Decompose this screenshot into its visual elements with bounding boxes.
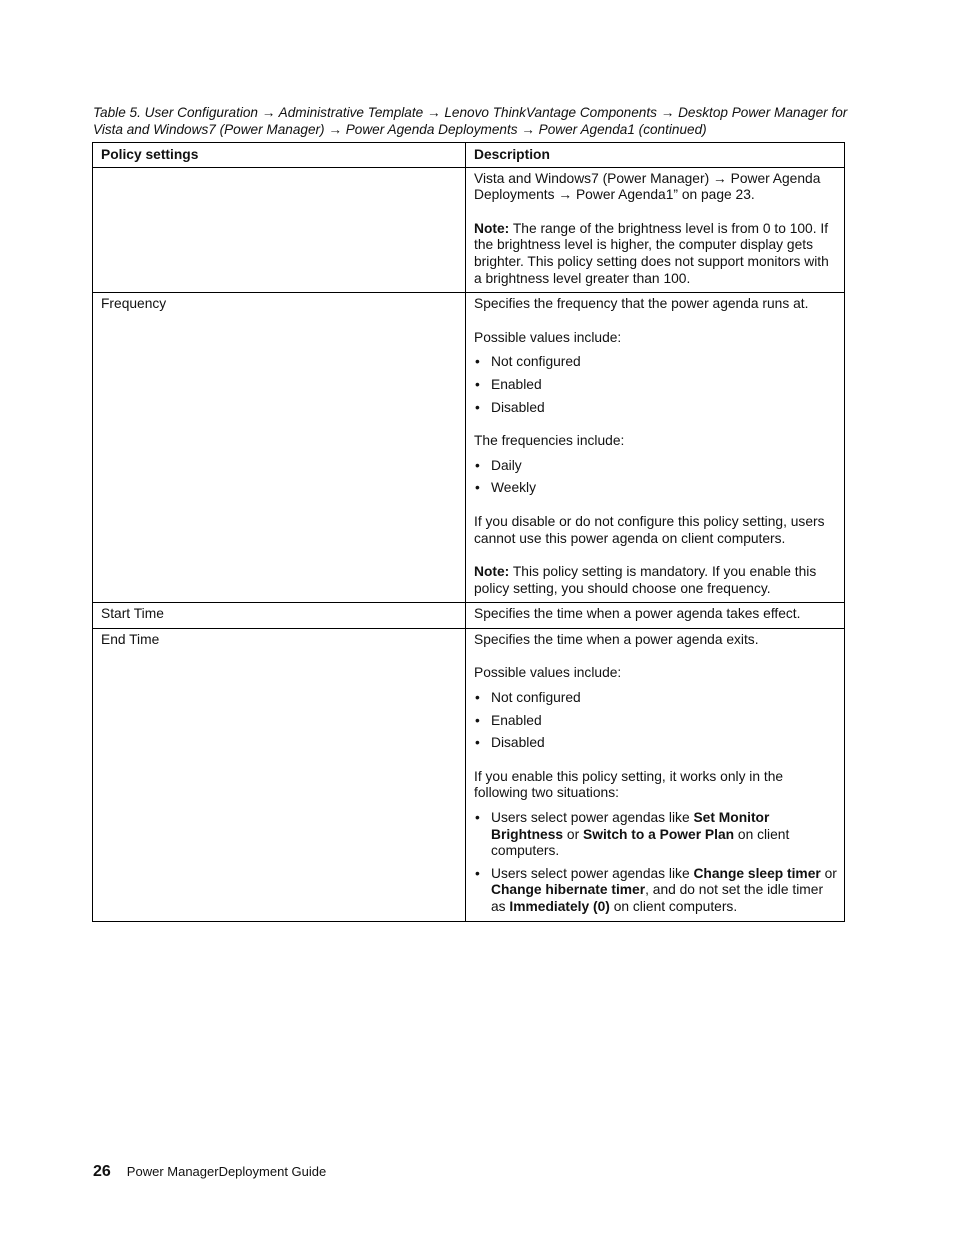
table-row bbox=[93, 167, 845, 293]
description-text: Possible values include: bbox=[474, 665, 622, 681]
note-text: The range of the brightness level is from 0 to 100. If the brightness level is higher, the computer display gets brighter. This policy setting does not support monitors with a brightness level greater than 100. bbox=[474, 220, 829, 286]
table-caption: Table 5. User Configuration → Administrative Template → Lenovo ThinkVantage Components → Desktop Power Manager for Vista and Windows7 (Power Manager) → Power Agenda Deployments → Power Agenda1 (continued) bbox=[93, 105, 848, 137]
column-header-description: Description bbox=[466, 143, 845, 168]
list-item-text: Not configured bbox=[491, 354, 581, 370]
list-item bbox=[474, 377, 837, 394]
description-cell bbox=[466, 603, 845, 629]
list-item bbox=[474, 458, 837, 475]
bold-term: Immediately (0) bbox=[509, 899, 610, 914]
list-item bbox=[474, 735, 837, 752]
text-run: or bbox=[820, 865, 837, 881]
bold-term: Change sleep timer bbox=[693, 865, 821, 881]
description-cell bbox=[466, 293, 845, 603]
text-run: Users select power agendas like bbox=[491, 865, 694, 881]
list-item-text: Disabled bbox=[491, 735, 545, 751]
bullet: • bbox=[475, 399, 480, 415]
description-text: The frequencies include: bbox=[474, 433, 625, 449]
bullet: • bbox=[475, 690, 480, 706]
list-item-text: Daily bbox=[491, 457, 522, 473]
situations-list bbox=[474, 810, 837, 916]
bullet: • bbox=[475, 480, 480, 496]
policy-setting-cell: End Time bbox=[93, 628, 466, 921]
possible-values-list bbox=[474, 354, 837, 416]
possible-values-list bbox=[474, 690, 837, 752]
text-run: , and do not set the idle timer as bbox=[491, 882, 824, 914]
list-item-text: Not configured bbox=[491, 690, 581, 706]
bullet: • bbox=[475, 354, 480, 370]
table-row-frequency bbox=[93, 293, 845, 603]
note bbox=[474, 221, 837, 287]
description-text: Specifies the time when a power agenda exits. bbox=[474, 631, 759, 647]
bullet: • bbox=[475, 810, 480, 826]
page-footer bbox=[93, 1163, 326, 1181]
table-header-row bbox=[93, 143, 845, 168]
list-item bbox=[474, 690, 837, 707]
note-text: This policy setting is mandatory. If you enable this policy setting, you should choose one frequency. bbox=[474, 564, 817, 596]
bold-term: Change hibernate timer bbox=[491, 882, 646, 898]
bold-term: Switch to a Power Plan bbox=[583, 826, 735, 842]
bullet: • bbox=[475, 457, 480, 473]
description-text: Possible values include: bbox=[474, 329, 622, 345]
list-item bbox=[474, 713, 837, 730]
description-text: If you enable this policy setting, it works only in the following two situations: bbox=[474, 768, 784, 801]
bullet: • bbox=[475, 735, 480, 751]
frequencies-list bbox=[474, 458, 837, 497]
bullet: • bbox=[475, 865, 480, 881]
description-text: Vista and Windows7 (Power Manager) → Power Agenda Deployments → Power Agenda1” on page 23. bbox=[474, 170, 821, 203]
list-item-text: Enabled bbox=[491, 376, 542, 392]
note-label: Note: bbox=[474, 564, 510, 580]
list-item bbox=[474, 480, 837, 497]
list-item-text: Disabled bbox=[491, 399, 545, 415]
list-item-text: Enabled bbox=[491, 712, 542, 728]
column-header-policy-settings: Policy settings bbox=[93, 143, 466, 168]
policy-setting-cell: Frequency bbox=[93, 293, 466, 603]
policy-setting-cell bbox=[93, 167, 466, 293]
list-item-text: Weekly bbox=[491, 480, 536, 496]
text-run: on client computers. bbox=[491, 826, 790, 859]
policy-table bbox=[92, 142, 845, 922]
bullet: • bbox=[475, 376, 480, 392]
policy-setting-cell: Start Time bbox=[93, 603, 466, 629]
list-item bbox=[474, 810, 837, 860]
description-cell bbox=[466, 167, 845, 293]
description-cell bbox=[466, 628, 845, 921]
bold-term: Set Monitor Brightness bbox=[491, 810, 770, 842]
text-run: Users select power agendas like bbox=[491, 810, 694, 826]
document-title: Power ManagerDeployment Guide bbox=[126, 1164, 327, 1179]
note-label: Note: bbox=[474, 220, 510, 236]
list-item bbox=[474, 354, 837, 371]
description-text: Specifies the frequency that the power agenda runs at. bbox=[474, 296, 809, 312]
bullet: • bbox=[475, 712, 480, 728]
description-text: Specifies the time when a power agenda takes effect. bbox=[474, 606, 801, 622]
page-number: 26 bbox=[93, 1163, 111, 1180]
list-item bbox=[474, 400, 837, 417]
note bbox=[474, 564, 837, 597]
text-run: on client computers. bbox=[609, 899, 738, 914]
table-row-end-time bbox=[93, 628, 845, 921]
list-item bbox=[474, 866, 837, 916]
description-text: If you disable or do not configure this policy setting, users cannot use this power agenda on client computers. bbox=[474, 513, 825, 546]
table-row-start-time bbox=[93, 603, 845, 629]
text-run: or bbox=[563, 826, 584, 842]
